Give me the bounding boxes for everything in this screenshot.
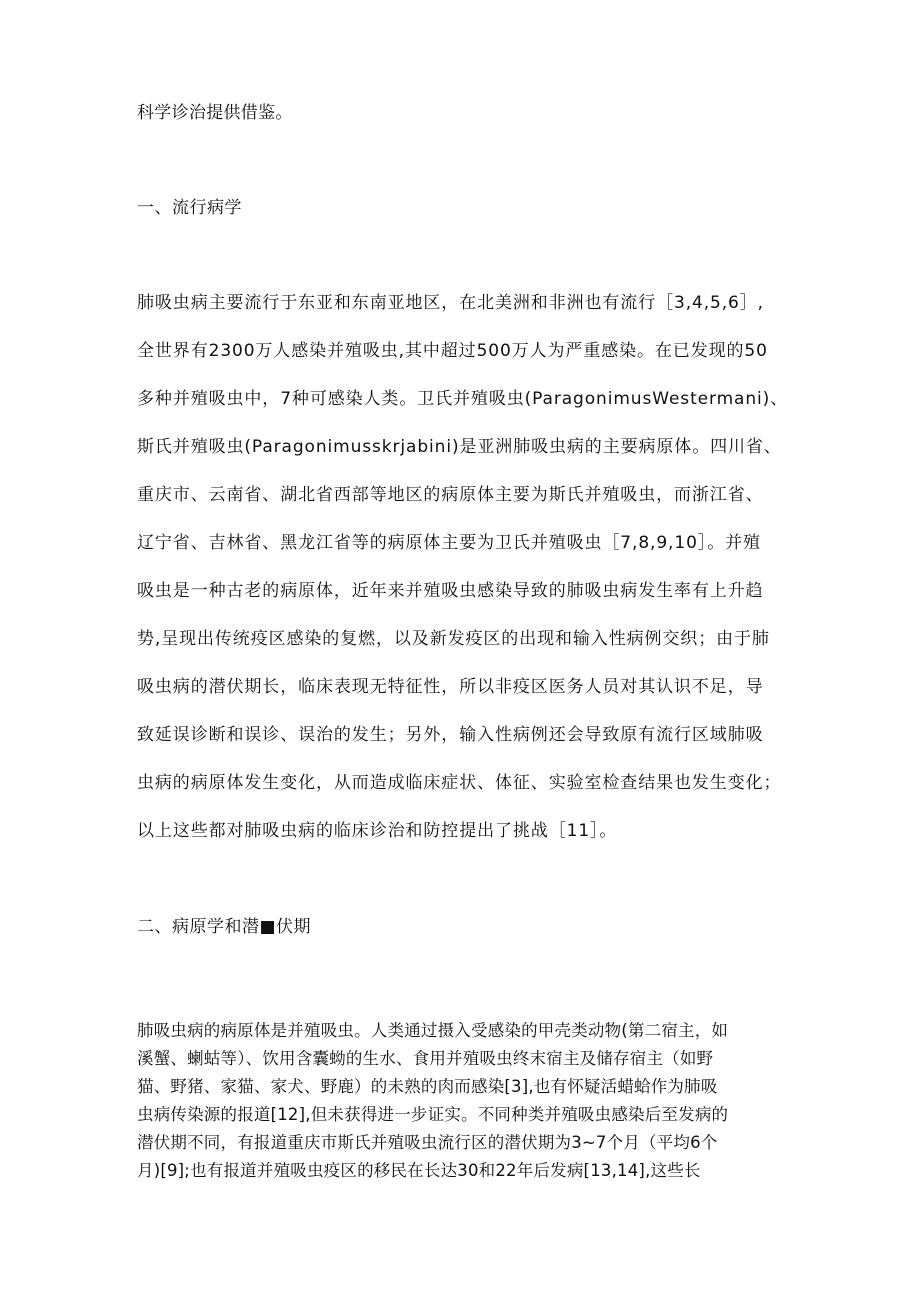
paragraph-line: 猫、野猪、家猫、家犬、野鹿）的未熟的肉而感染[3],也有怀疑活蜡蛤作为肺吸 <box>137 1077 718 1096</box>
paragraph-line: 吸虫是一种古老的病原体，近年来并殖吸虫感染导致的肺吸虫病发生率有上升趋 <box>137 581 764 601</box>
paragraph-line: 以上这些都对肺吸虫病的临床诊治和防控提出了挑战［11］。 <box>137 821 618 841</box>
intro-tail-line: 科学诊治提供借鉴。 <box>137 103 293 123</box>
paragraph-line: 虫病传染源的报道[12],但未获得进一步证实。不同种类并殖吸虫感染后至发病的 <box>137 1105 729 1124</box>
paragraph-line: 重庆市、云南省、湖北省西部等地区的病原体主要为斯氏并殖吸虫，而浙江省、 <box>137 485 764 505</box>
paragraph-line: 潜伏期不同，有报道重庆市斯氏并殖吸虫流行区的潜伏期为3~7个月（平均6个 <box>137 1133 718 1152</box>
paragraph-line: 肺吸虫病主要流行于东亚和东南亚地区，在北美洲和非洲也有流行［3,4,5,6］, <box>137 293 764 313</box>
paragraph-line: 辽宁省、吉林省、黑龙江省等的病原体主要为卫氏并殖吸虫［7,8,9,10］。并殖 <box>137 533 761 553</box>
paragraph-line: 虫病的病原体发生变化，从而造成临床症状、体征、实验室检查结果也发生变化； <box>137 773 782 793</box>
paragraph-line: 致延误诊断和误诊、误治的发生；另外，输入性病例还会导致原有流行区域肺吸 <box>137 725 764 745</box>
paragraph-line: 溪蟹、蝲蛄等）、饮用含囊蚴的生水、食用并殖吸虫终末宿主及储存宿主（如野 <box>137 1049 714 1068</box>
paragraph-line: 吸虫病的潜伏期长，临床表现无特征性，所以非疫区医务人员对其认识不足，导 <box>137 677 764 697</box>
section-heading-etiology-incubation: 二、病原学和潜■伏期 <box>137 917 312 937</box>
section-heading-epidemiology: 一、流行病学 <box>137 198 242 218</box>
paragraph-line: 肺吸虫病的病原体是并殖吸虫。人类通过摄入受感染的甲壳类动物(第二宿主，如 <box>137 1021 729 1040</box>
paragraph-line: 全世界有2300万人感染并殖吸虫,其中超过500万人为严重感染。在已发现的50 <box>137 341 768 361</box>
paragraph-line: 势,呈现出传统疫区感染的复燃，以及新发疫区的出现和输入性病例交织；由于肺 <box>137 629 770 649</box>
paragraph-line: 斯氏并殖吸虫(Paragonimusskrjabini)是亚洲肺吸虫病的主要病原体。四川省、 <box>137 437 782 457</box>
paragraph-line: 月)[9];也有报道并殖吸虫疫区的移民在长达30和22年后发病[13,14],这些长 <box>137 1161 701 1180</box>
paragraph-line: 多种并殖吸虫中，7种可感染人类。卫氏并殖吸虫(ParagonimusWestermani)、 <box>137 389 789 409</box>
